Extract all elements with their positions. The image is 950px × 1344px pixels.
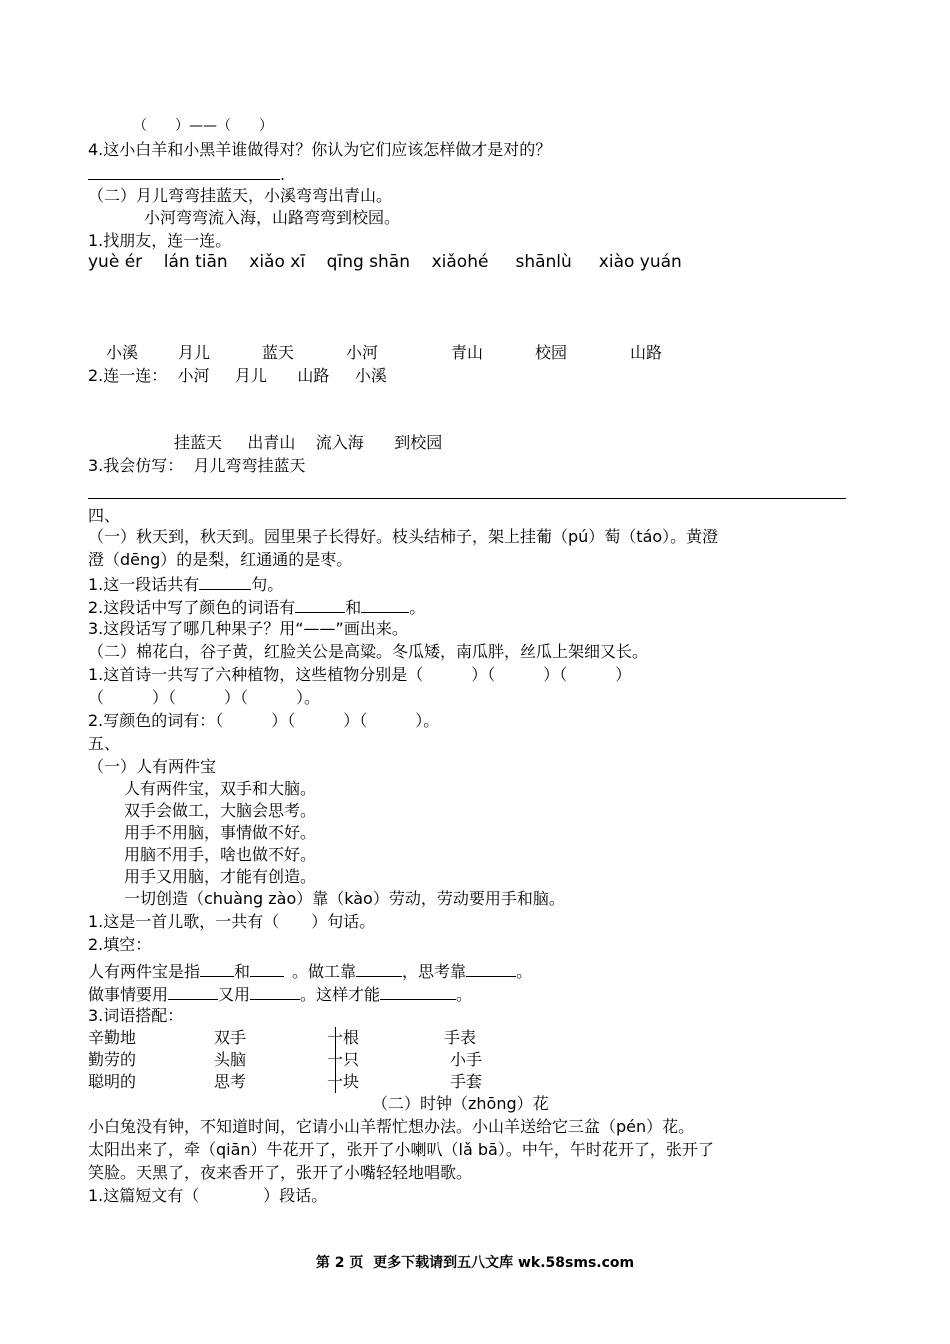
pinyin-row: yuè ér lán tiān xiǎo xī qīng shān xiǎohé shānlù xiào yuán <box>88 252 682 272</box>
char-item: 小河 <box>346 343 379 362</box>
char-item: 山路 <box>630 343 663 362</box>
poem-line: 人有两件宝，双手和大脑。 <box>124 779 317 798</box>
answer-blank[interactable] <box>200 960 234 977</box>
match-col4-item: 手表 <box>444 1028 477 1047</box>
poem-line: 一切创造（chuàng zào）靠（kào）劳动，劳动要用手和脑。 <box>124 889 565 908</box>
poem-line: 用手又用脑，才能有创造。 <box>124 867 317 886</box>
match-col4-item: 手套 <box>450 1072 483 1091</box>
question-4-2-1-cont: （ ）（ ）（ ）。 <box>88 688 321 707</box>
answer-blank[interactable] <box>199 573 251 590</box>
question-2-2: 2.连一连： 小河 月儿 山路 小溪 <box>88 366 387 385</box>
match-col2-item: 思考 <box>214 1072 247 1091</box>
writing-line[interactable] <box>88 498 846 499</box>
match-col3-item: 一只 <box>327 1050 360 1069</box>
answer-blank[interactable] <box>295 596 345 613</box>
question-4-1: 1.这一段话共有 句。 <box>88 575 284 594</box>
poem-line: 用脑不用手，啥也做不好。 <box>124 845 317 864</box>
match-col2-item: 双手 <box>214 1028 247 1047</box>
blank-paren-line: （ ）——（ ） <box>133 118 273 134</box>
question-4-2-2: 2.写颜色的词有：（ ）（ ）（ ）。 <box>88 711 440 730</box>
question-4-answer-line <box>88 163 285 183</box>
fill-blank-line-2: 做事情要用 又用 。这样才能 。 <box>88 985 473 1004</box>
match-col4-item: 小手 <box>450 1050 483 1069</box>
match-divider <box>335 1027 336 1093</box>
question-2-1: 1.找朋友，连一连。 <box>88 231 232 250</box>
match-col3-item: 一根 <box>327 1028 360 1047</box>
answer-blank[interactable] <box>250 983 300 1000</box>
char-item: 青山 <box>451 343 484 362</box>
section-5-heading: 五、 <box>88 734 121 753</box>
poem-line: 用手不用脑，事情做不好。 <box>124 823 317 842</box>
question-4-2-1: 1.这首诗一共写了六种植物，这些植物分别是（ ）（ ）（ ） <box>88 665 632 684</box>
char-item: 月儿 <box>178 343 211 362</box>
question-5-3: 3.词语搭配： <box>88 1006 184 1025</box>
char-item: 蓝天 <box>262 343 295 362</box>
phrases-row: 挂蓝天 出青山 流入海 到校园 <box>174 433 443 452</box>
answer-blank[interactable] <box>361 596 409 613</box>
period: . <box>280 165 286 184</box>
passage-line: 小白兔没有钟，不知道时间，它请小山羊帮忙想办法。小山羊送给它三盆（pén）花。 <box>88 1117 695 1136</box>
section-4-passage-line-2: 澄（dēng）的是梨，红通通的是枣。 <box>88 550 353 569</box>
question-5-2-1: 1.这篇短文有（ ）段话。 <box>88 1186 328 1205</box>
answer-blank[interactable] <box>356 960 402 977</box>
section-2-poem-line-2: 小河弯弯流入海，山路弯弯到校园。 <box>144 208 401 227</box>
passage-title: （二）时钟（zhōng）花 <box>372 1094 549 1113</box>
question-4: 4.这小白羊和小黑羊谁做得对？你认为它们应该怎样做才是对的？ <box>88 140 552 159</box>
page-footer: 第 2 页 更多下载请到五八文库 wk.58sms.com <box>315 1255 635 1271</box>
section-4-heading: 四、 <box>88 506 121 525</box>
answer-blank[interactable] <box>250 960 284 977</box>
match-col1-item: 勤劳的 <box>88 1050 137 1069</box>
match-col1-item: 辛勤地 <box>88 1028 137 1047</box>
question-2-3: 3.我会仿写： 月儿弯弯挂蓝天 <box>88 456 306 475</box>
answer-blank[interactable] <box>88 163 280 180</box>
question-4-3: 3.这段话写了哪几种果子？用“——”画出来。 <box>88 619 408 638</box>
question-4-2: 2.这段话中写了颜色的词语有 和 。 <box>88 598 426 617</box>
match-col1-item: 聪明的 <box>88 1072 137 1091</box>
char-item: 小溪 <box>106 343 139 362</box>
poem-line: 双手会做工，大脑会思考。 <box>124 801 317 820</box>
char-item: 校园 <box>535 343 568 362</box>
question-5-2: 2.填空： <box>88 935 152 954</box>
passage-line: 笑脸。天黑了，夜来香开了，张开了小嘴轻轻地唱歌。 <box>88 1163 473 1182</box>
match-col2-item: 头脑 <box>214 1050 247 1069</box>
section-4-2-passage: （二）棉花白，谷子黄，红脸关公是高粱。冬瓜矮，南瓜胖，丝瓜上架细又长。 <box>88 642 649 661</box>
question-5-1: 1.这是一首儿歌，一共有（ ）句话。 <box>88 912 376 931</box>
answer-blank[interactable] <box>380 983 456 1000</box>
poem-title: （一）人有两件宝 <box>88 757 217 776</box>
passage-line: 太阳出来了，牵（qiān）牛花开了，张开了小喇叭（lǎ bā）。中午，午时花开了，张开了 <box>88 1140 714 1159</box>
section-4-passage-line-1: （一）秋天到，秋天到。园里果子长得好。枝头结柿子，架上挂葡（pú）萄（táo）。黄澄 <box>88 527 719 546</box>
fill-blank-line-1: 人有两件宝是指 和 。做工靠 ，思考靠 。 <box>88 962 533 981</box>
answer-blank[interactable] <box>466 960 516 977</box>
answer-blank[interactable] <box>168 983 218 1000</box>
match-col3-item: 一块 <box>327 1072 360 1091</box>
section-2-poem-line-1: （二）月儿弯弯挂蓝天，小溪弯弯出青山。 <box>88 186 393 205</box>
